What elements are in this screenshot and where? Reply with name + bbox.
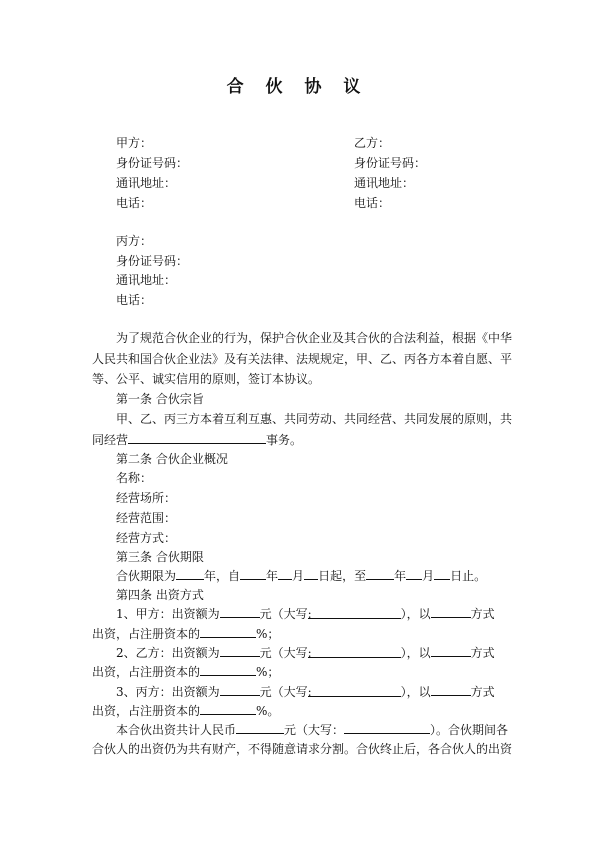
end-year-blank[interactable] (366, 566, 394, 580)
contribution-bing-line: 3、丙方：出资额为 元（大写: ），以 方式 (116, 682, 495, 701)
jia-ratio-blank[interactable] (200, 624, 256, 638)
business-scope-label: 经营范围： (116, 511, 177, 525)
party-yi-phone-label: 电话： (354, 196, 391, 210)
party-jia-id-label: 身份证号码： (116, 156, 189, 170)
party-jia-address-label: 通讯地址： (116, 176, 177, 190)
article1-body: 甲、乙、丙三方本着互利互惠、共同劳动、共同经营、共同发展的原则，共 (116, 412, 513, 426)
preamble-line: 人民共和国合伙企业法》及有关法律、法规规定，甲、乙、丙各方本着自愿、平 (92, 352, 513, 366)
business-mode-label: 经营方式： (116, 531, 177, 545)
jia-method-blank[interactable] (431, 604, 471, 618)
total-amount-blank[interactable] (236, 720, 284, 734)
party-bing-address-label: 通讯地址： (116, 273, 177, 287)
party-yi-address-label: 通讯地址： (354, 176, 415, 190)
bing-ratio-blank[interactable] (200, 701, 256, 715)
business-blank[interactable] (128, 430, 266, 444)
party-bing-id-label: 身份证号码： (116, 254, 189, 268)
party-yi-id-label: 身份证号码： (354, 156, 427, 170)
contribution-jia-line: 1、甲方：出资额为 元（大写: ），以 方式 (116, 604, 495, 623)
contribution-jia-ratio-line: 出资，占注册资本的 %； (92, 624, 279, 643)
enterprise-name-label: 名称： (116, 471, 153, 485)
jia-amount-words-blank[interactable]: : (308, 605, 401, 619)
bing-amount-blank[interactable] (220, 682, 260, 696)
start-month-blank[interactable] (278, 566, 292, 580)
yi-ratio-blank[interactable] (200, 662, 256, 676)
end-day-blank[interactable] (434, 566, 450, 580)
term-line: 合伙期限为 年，自 年 月 日起，至 年 月 日止。 (116, 566, 486, 585)
bing-method-blank[interactable] (431, 682, 471, 696)
party-yi-label: 乙方： (354, 136, 391, 150)
document-title: 合 伙 协 议 (226, 77, 369, 97)
term-years-blank[interactable] (176, 566, 204, 580)
party-bing-label: 丙方： (116, 234, 153, 248)
article4-heading: 第四条 出资方式 (116, 588, 204, 602)
preamble-line: 等、公平、诚实信用的原则，签订本协议。 (92, 372, 321, 386)
party-bing-phone-label: 电话： (116, 293, 153, 307)
total-amount-words-blank[interactable] (344, 720, 430, 734)
yi-amount-blank[interactable] (220, 643, 260, 657)
yi-amount-words-blank[interactable]: : (308, 644, 401, 658)
party-jia-phone-label: 电话： (116, 196, 153, 210)
total-contribution-line-2: 合伙人的出资仍为共有财产，不得随意请求分割。合伙终止后，各合伙人的出资 (92, 742, 513, 756)
end-month-blank[interactable] (406, 566, 422, 580)
contribution-yi-ratio-line: 出资，占注册资本的 %； (92, 662, 279, 681)
start-year-blank[interactable] (240, 566, 266, 580)
start-day-blank[interactable] (304, 566, 318, 580)
bing-amount-words-blank[interactable]: : (308, 683, 401, 697)
article1-purpose-line: 同经营 事务。 (92, 430, 302, 449)
contribution-bing-ratio-line: 出资，占注册资本的 %。 (92, 701, 279, 720)
business-place-label: 经营场所： (116, 491, 177, 505)
contribution-yi-line: 2、乙方：出资额为 元（大写: ），以 方式 (116, 643, 495, 662)
total-contribution-line: 本合伙出资共计人民币 元（大写： ）。合伙期间各 (116, 720, 508, 739)
article2-heading: 第二条 合伙企业概况 (116, 452, 228, 466)
yi-method-blank[interactable] (431, 643, 471, 657)
party-jia-label: 甲方： (116, 136, 153, 150)
jia-amount-blank[interactable] (220, 604, 260, 618)
preamble-line: 为了规范合伙企业的行为，保护合伙企业及其合伙的合法利益，根据《中华 (116, 331, 513, 345)
article3-heading: 第三条 合伙期限 (116, 550, 204, 564)
article1-heading: 第一条 合伙宗旨 (116, 392, 204, 406)
